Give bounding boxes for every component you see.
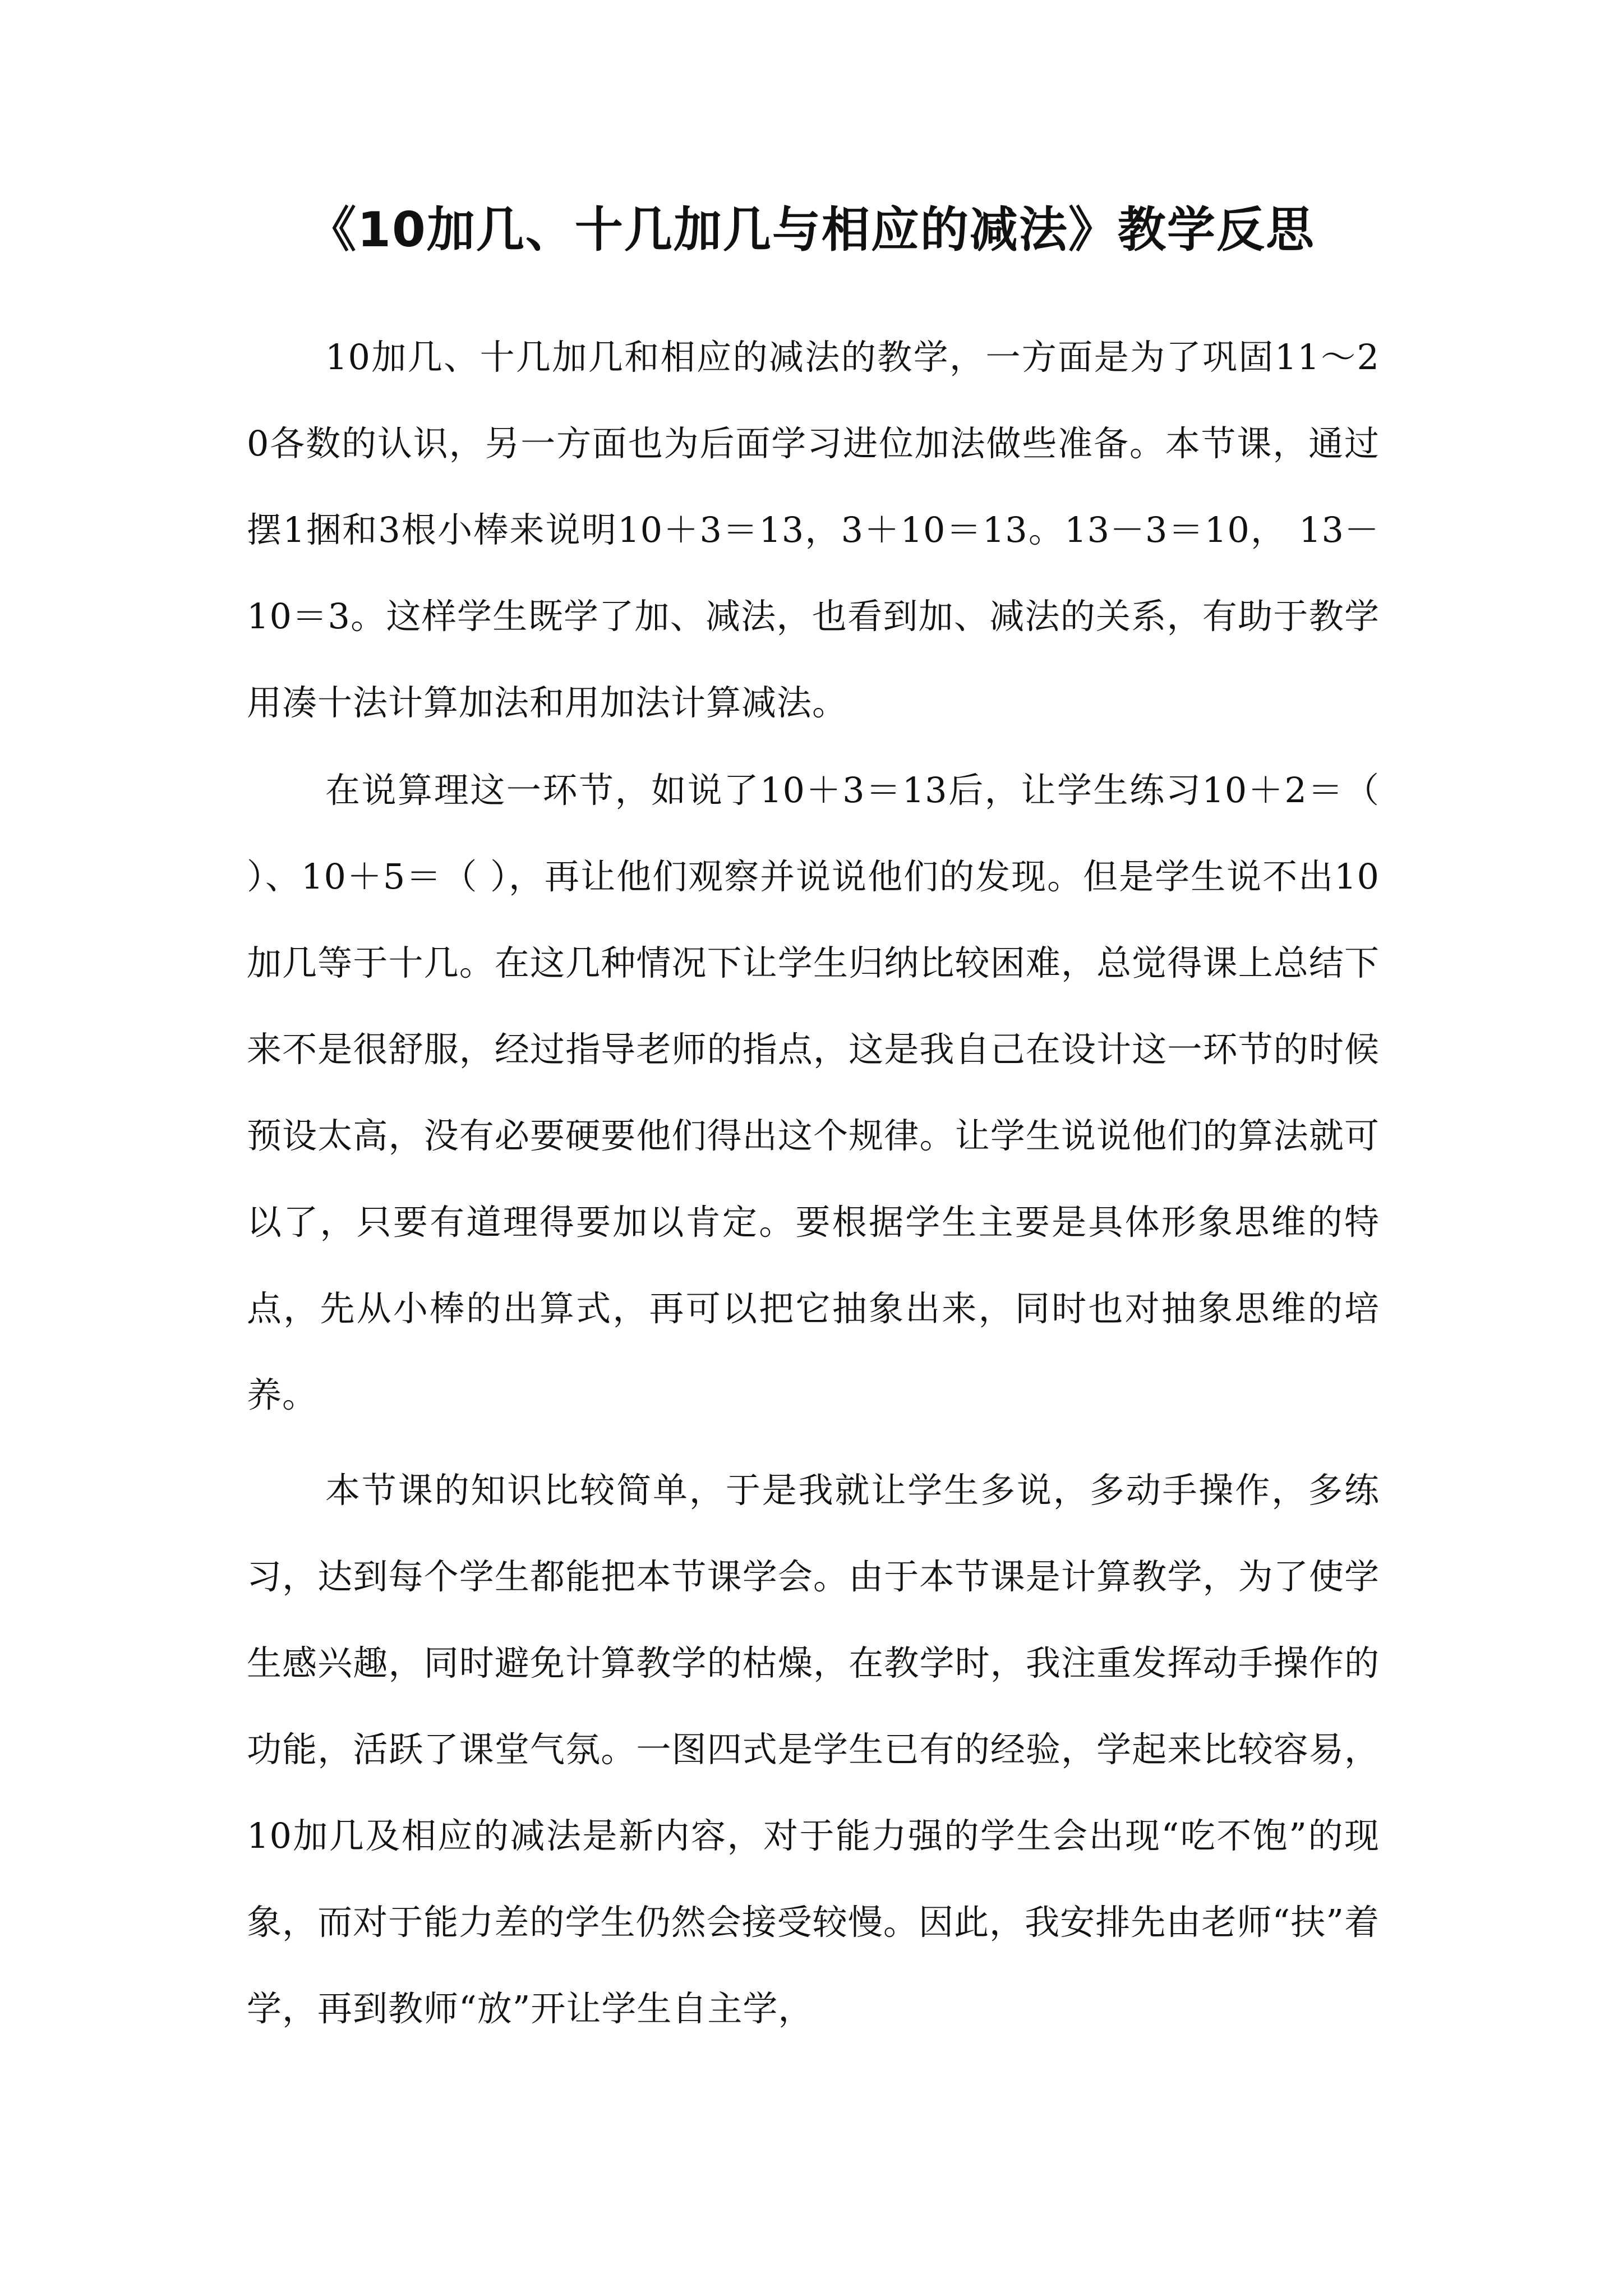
- document-title: 《10加几、十几加几与相应的减法》教学反思: [308, 202, 1315, 258]
- paragraph-1: 10加几、十几加几和相应的减法的教学，一方面是为了巩固11～20各数的认识，另一方面也为后面学习进位加法做些准备。本节课，通过摆1捆和3根小棒来说明10＋3＝13，3＋10＝13。13－3＝10， 13－10＝3。这样学生既学了加、减法，也看到加、减法的关系，有助于教学用凑十法计算加法和用加法计算减法。: [247, 337, 1380, 723]
- paragraph-3: 本节课的知识比较简单，于是我就让学生多说，多动手操作，多练习，达到每个学生都能把本节课学会。由于本节课是计算教学，为了使学生感兴趣，同时避免计算教学的枯燥，在教学时，我注重发挥动手操作的功能，活跃了课堂气氛。一图四式是学生已有的经验，学起来比较容易，10加几及相应的减法是新内容，对于能力强的学生会出现“吃不饱”的现象，而对于能力差的学生仍然会接受较慢。因此，我安排先由老师“扶”着学，再到教师“放”开让学生自主学，: [247, 1470, 1380, 2029]
- paragraph-2: 在说算理这一环节，如说了10＋3＝13后，让学生练习10＋2＝（ ）、10＋5＝（ ），再让他们观察并说说他们的发现。但是学生说不出10加几等于十几。在这几种情况下让学生归纳比较困难，总觉得课上总结下来不是很舒服，经过指导老师的指点，这是我自己在设计这一环节的时候预设太高，没有必要硬要他们得出这个规律。让学生说说他们的算法就可以了，只要有道理得要加以肯定。要根据学生主要是具体形象思维的特点，先从小棒的出算式，再可以把它抽象出来，同时也对抽象思维的培养。: [247, 770, 1380, 1415]
